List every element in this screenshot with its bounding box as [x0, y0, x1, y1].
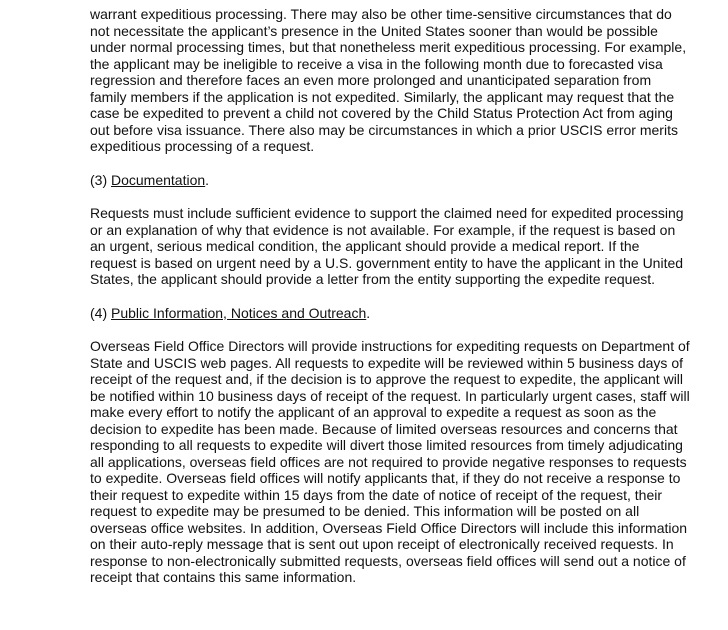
paragraph-documentation: Requests must include sufficient evidence to support the claimed need for expedited processing or an explanation of why that evidence is not available. For example, if the request is based on an urgent, serious medical condition, the applicant should provide a medical report. If the request is based on urgent need by a U.S. government entity to have the applicant in the United States, the applicant should provide a letter from the entity supporting the expedite request. — [90, 205, 684, 287]
section-title: Public Information, Notices and Outreach — [111, 304, 367, 321]
document-page — [90, 6, 690, 603]
section-suffix: . — [366, 304, 371, 321]
section-number: (3) — [90, 171, 111, 188]
section-heading-public-information — [90, 305, 690, 322]
paragraph-outreach: Overseas Field Office Directors will provide instructions for expediting requests on Department of State and USCIS web pages. All requests to expedite will be reviewed within 5 business days of receipt of the request and, if the decision is to approve the request to expedite, the applicant will be notified within 10 business days of receipt of the request. In particularly urgent cases, staff will make every effort to notify the applicant of an approval to expedite a request as soon as the decision to expedite has been made. Because of limited overseas resources and concerns that responding to all requests to expedite will divert those limited resources from timely adjudicating all applications, overseas field offices are not required to provide negative responses to requests to expedite. Overseas field offices will notify applicants that, if they do not receive a response to their request to expedite within 15 days from the date of notice of receipt of the request, their request to expedite may be presumed to be denied. This information will be posted on all overseas office websites. In addition, Overseas Field Office Directors will include this information on their auto-reply message that is sent out upon receipt of electronically received requests. In response to non-electronically submitted requests, overseas field offices will send out a notice of receipt that contains this same information. — [90, 338, 690, 585]
section-heading-documentation — [90, 172, 690, 189]
section-title: Documentation — [111, 171, 206, 188]
section-number: (4) — [90, 304, 111, 321]
paragraph-expedite-circumstances: warrant expeditious processing. There may also be other time-sensitive circumstances that do not necessitate the applicant’s presence in the United States sooner than would be possible under normal processing times, but that nonetheless merit expeditious processing. For example, the applicant may be ineligible to receive a visa in the following month due to forecasted visa regression and therefore faces an even more prolonged and unanticipated separation from family members if the application is not expedited. Similarly, the applicant may request that the case be expedited to prevent a child not covered by the Child Status Protection Act from aging out before visa issuance. There also may be circumstances in which a prior USCIS error merits expeditious processing of a request. — [90, 6, 687, 154]
section-suffix: . — [205, 171, 210, 188]
